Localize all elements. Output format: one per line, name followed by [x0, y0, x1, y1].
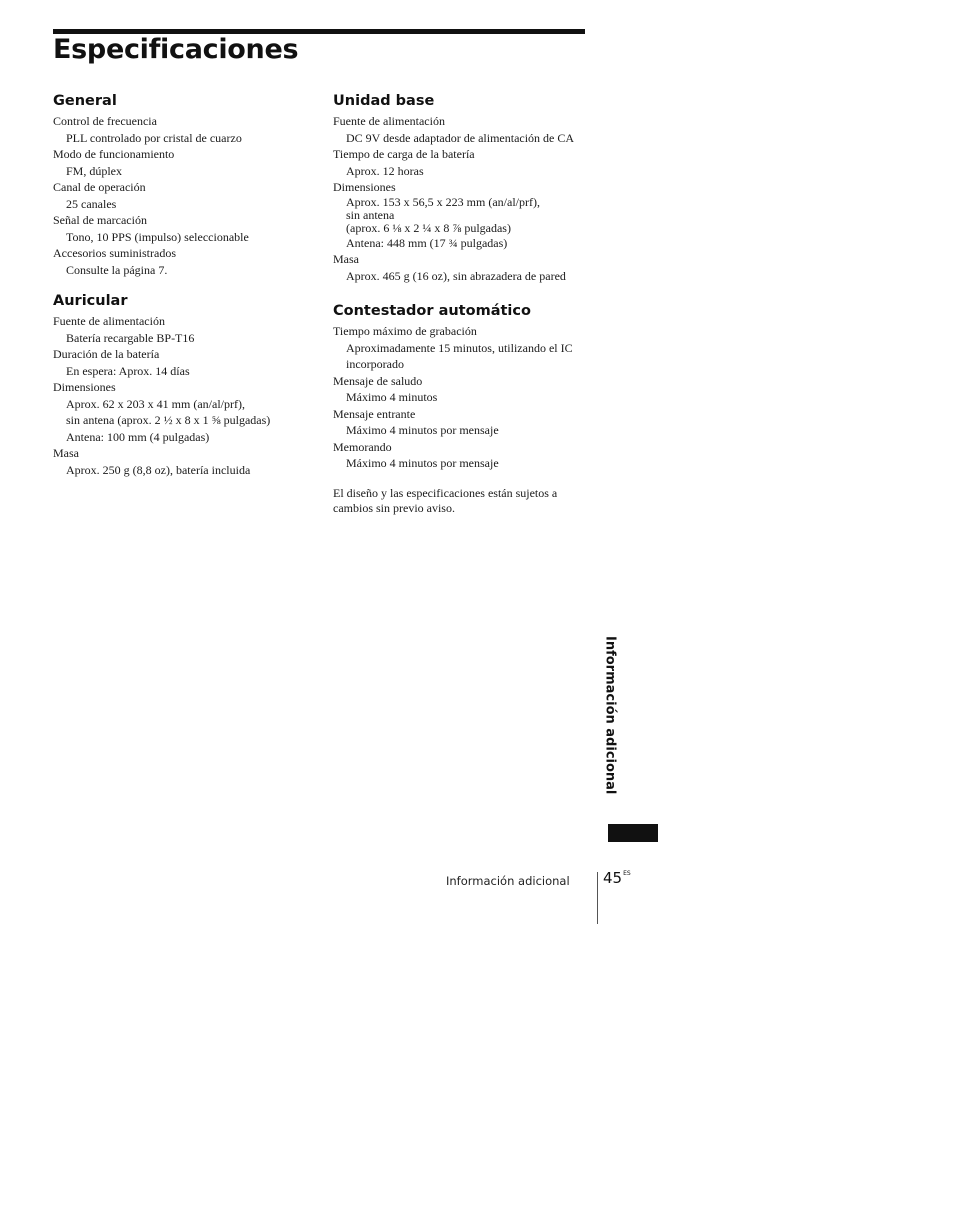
footer-rule: [597, 872, 598, 924]
disclaimer-note: El diseño y las especificaciones están sujetos a cambios sin previo aviso.: [333, 485, 558, 515]
section-auricular: [53, 292, 315, 478]
spec-label: Mensaje entrante: [333, 406, 416, 421]
spec-list-unidad-base: [333, 113, 595, 284]
spec-label: Fuente de alimentación: [333, 114, 445, 128]
section-heading-unidad-base: Unidad base: [333, 93, 435, 109]
page-title: Especificaciones: [53, 34, 299, 65]
section-contestador: [333, 302, 595, 472]
right-column: [333, 92, 595, 528]
spec-value: 25 canales: [66, 196, 117, 211]
spec-value: Antena: 448 mm (17 ¾ pulgadas): [346, 235, 508, 250]
spec-value: DC 9V desde adaptador de alimentación de CA: [346, 130, 575, 145]
side-tab-text: Información adicional: [602, 636, 618, 795]
spec-label: Tiempo máximo de grabación: [333, 324, 477, 338]
spec-value: Máximo 4 minutos por mensaje: [346, 423, 499, 437]
side-tab-label: [598, 636, 622, 826]
spec-label: Dimensiones: [53, 380, 116, 394]
spec-value: Antena: 100 mm (4 pulgadas): [66, 429, 210, 444]
spec-label: Control de frecuencia: [53, 114, 157, 128]
spec-value: Máximo 4 minutos: [346, 390, 438, 404]
side-tab-marker: [608, 824, 658, 842]
spec-value: En espera: Aprox. 14 días: [66, 363, 190, 378]
spec-label: Memorando: [333, 439, 392, 454]
spec-value: Consulte la página 7.: [66, 262, 168, 277]
left-column: [53, 92, 315, 490]
section-general: [53, 92, 315, 278]
section-heading-general: General: [53, 93, 117, 109]
spec-label: Masa: [53, 446, 79, 460]
spec-value: sin antena (aprox. 2 ½ x 8 x 1 ⅝ pulgadas): [66, 413, 271, 427]
section-heading-contestador: Contestador automático: [333, 303, 531, 319]
page-number: [603, 869, 631, 887]
spec-value: FM, dúplex: [66, 163, 123, 178]
spec-label: Mensaje de saludo: [333, 373, 423, 388]
spec-label: Canal de operación: [53, 180, 146, 194]
spec-list-general: [53, 113, 315, 278]
spec-value: PLL controlado por cristal de cuarzo: [66, 130, 242, 145]
spec-label: Masa: [333, 252, 359, 266]
spec-label: Tiempo de carga de la batería: [333, 147, 475, 161]
spec-label: Dimensiones: [333, 180, 396, 194]
spec-value: Aprox. 465 g (16 oz), sin abrazadera de pared: [346, 268, 566, 283]
spec-value: Aprox. 153 x 56,5 x 223 mm (an/al/prf), sin antena (aprox. 6 ⅛ x 2 ¼ x 8 ⅞ pulgadas): [346, 194, 540, 235]
spec-value: Aproximadamente 15 minutos, utilizando el IC incorporado: [346, 340, 573, 371]
spec-value: Tono, 10 PPS (impulso) seleccionable: [66, 229, 249, 244]
section-heading-auricular: Auricular: [53, 293, 128, 309]
footer-section-name: Información adicional: [446, 874, 570, 888]
spec-list-auricular: [53, 313, 315, 478]
spec-value: Aprox. 12 horas: [346, 163, 424, 178]
spec-value: Aprox. 250 g (8,8 oz), batería incluida: [66, 462, 251, 477]
section-unidad-base: [333, 92, 595, 284]
spec-value: Batería recargable BP-T16: [66, 330, 195, 345]
spec-label: Duración de la batería: [53, 347, 160, 361]
spec-value: Máximo 4 minutos por mensaje: [346, 456, 499, 470]
spec-label: Accesorios suministrados: [53, 246, 176, 260]
spec-value: Aprox. 62 x 203 x 41 mm (an/al/prf),: [66, 396, 245, 411]
spec-label: Fuente de alimentación: [53, 314, 165, 328]
page-lang: ES: [623, 870, 631, 877]
spec-label: Señal de marcación: [53, 213, 147, 227]
spec-list-contestador: [333, 323, 595, 472]
spec-label: Modo de funcionamiento: [53, 147, 175, 161]
page-number-value: 45: [603, 869, 623, 887]
